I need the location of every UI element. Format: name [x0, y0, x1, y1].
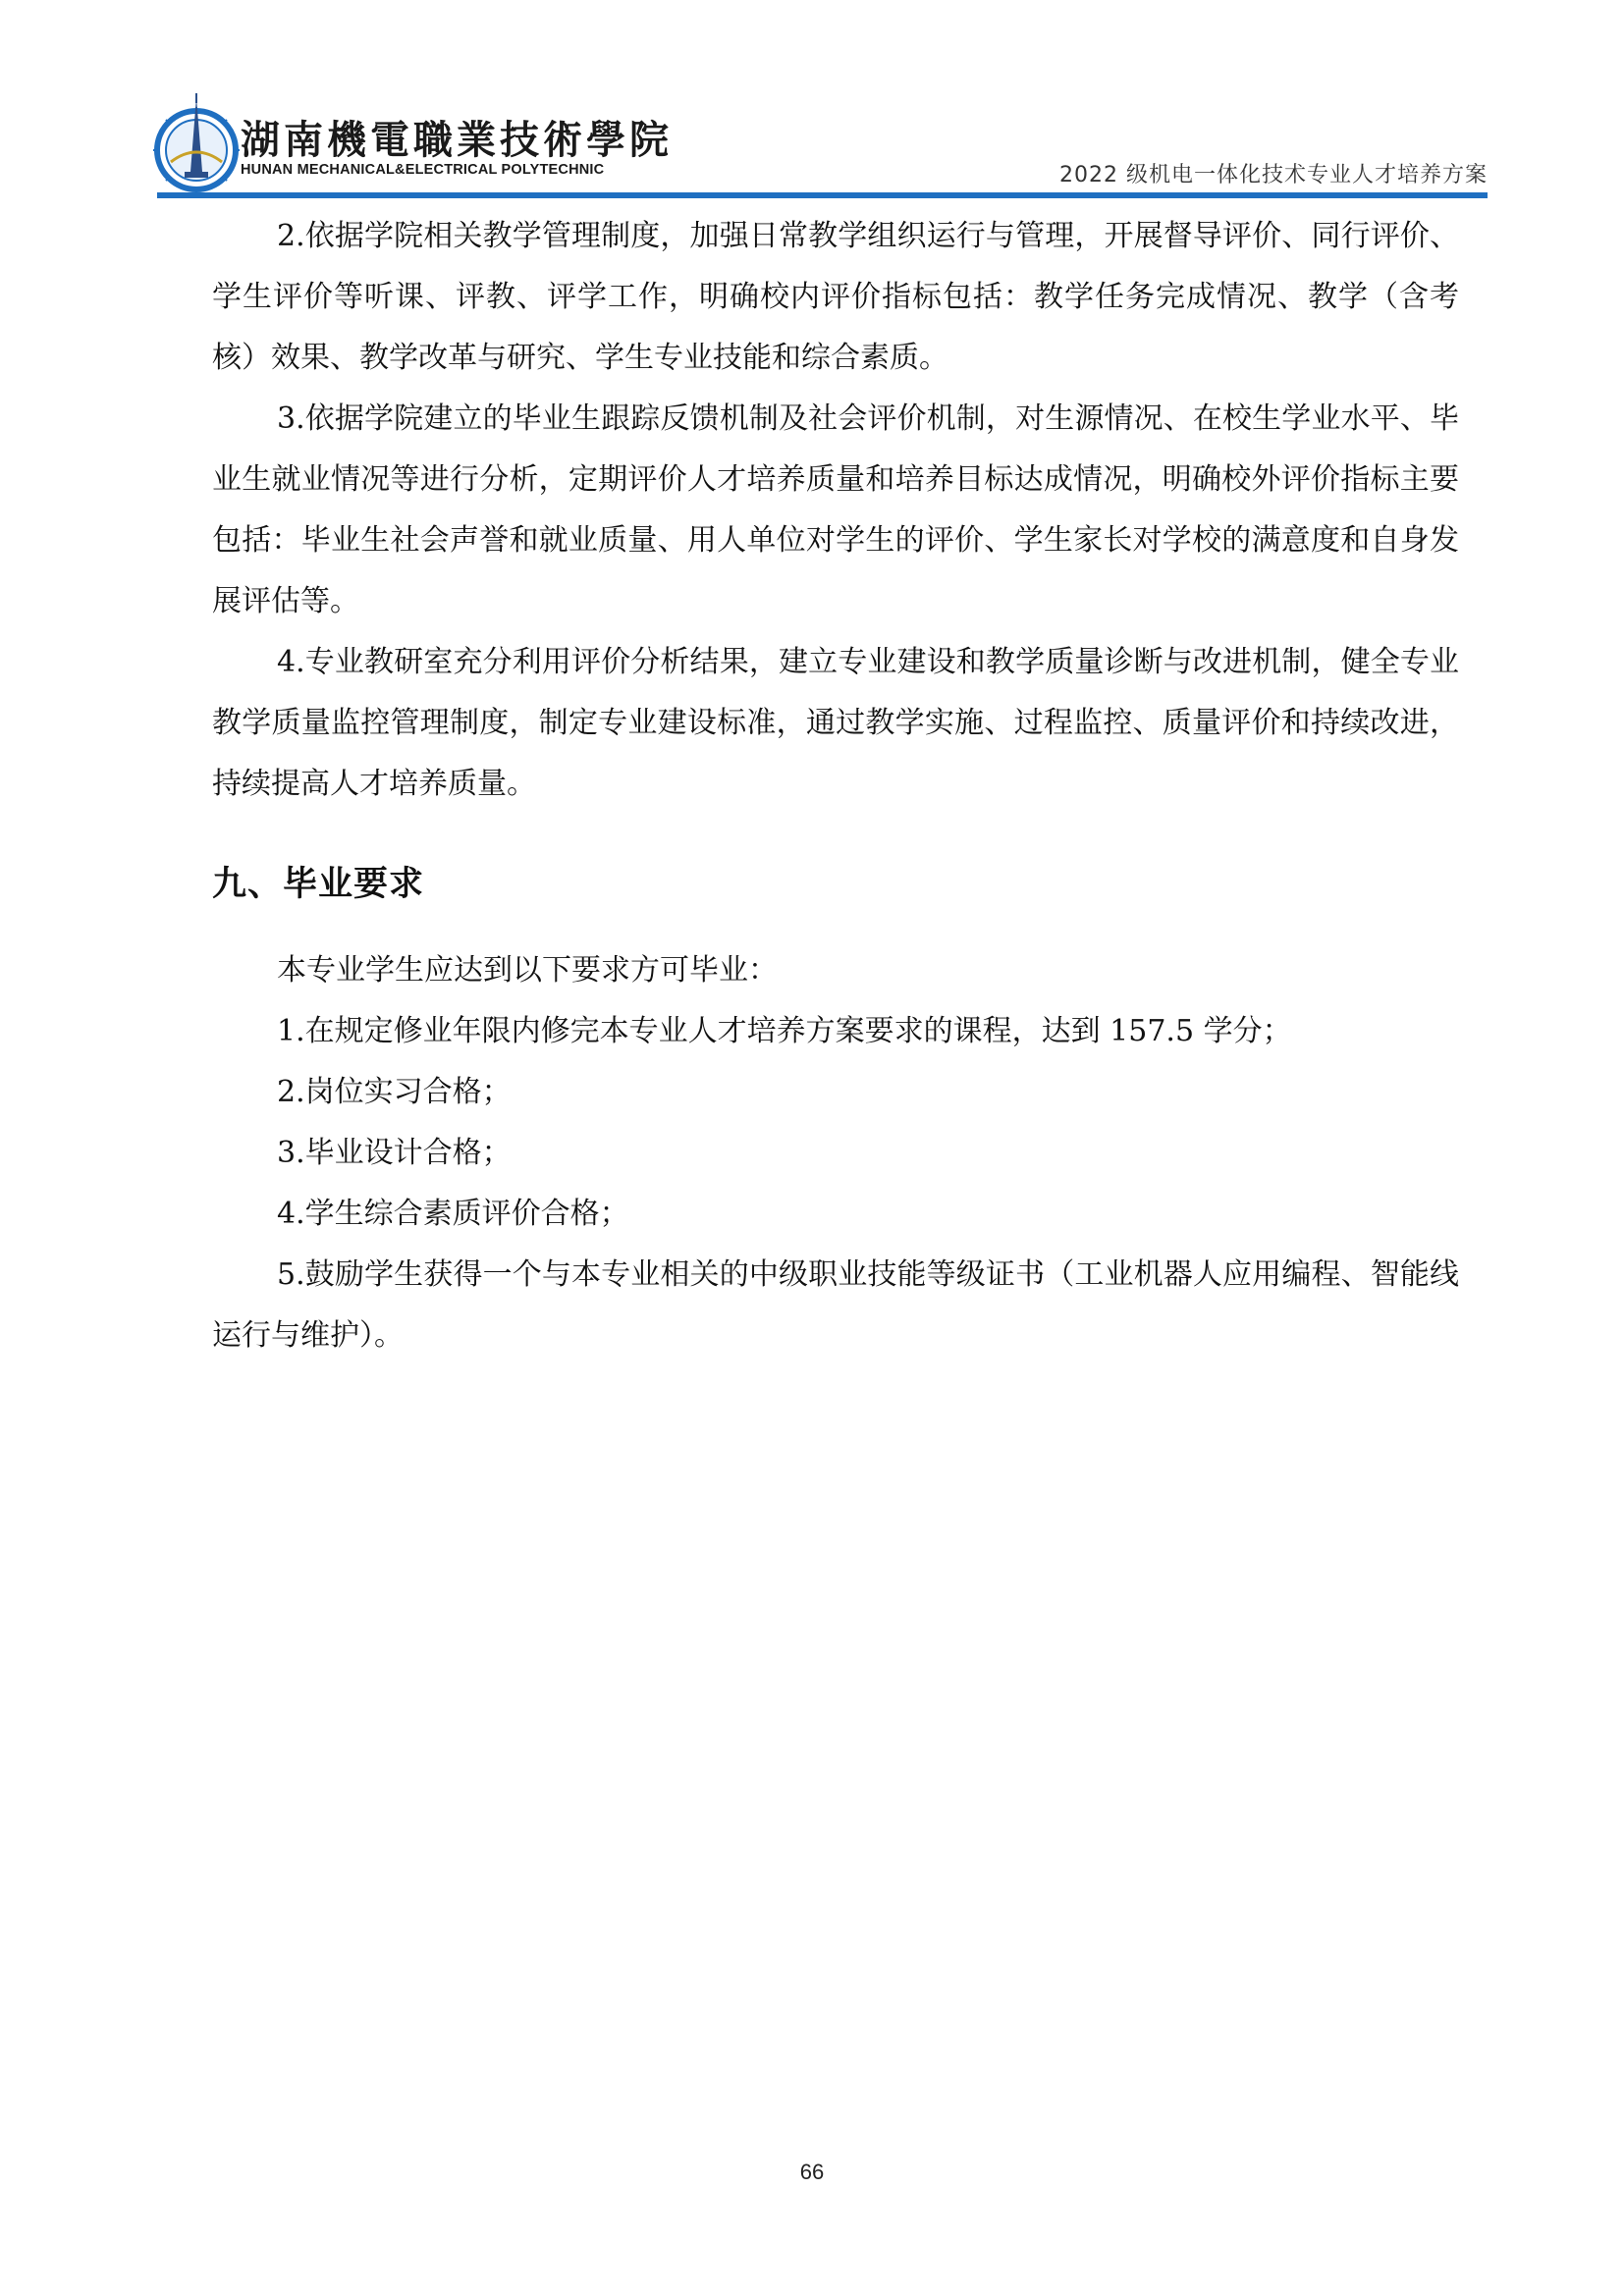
- list-item: 4.学生综合素质评价合格；: [277, 1197, 629, 1231]
- list-item: 2.岗位实习合格；: [277, 1075, 512, 1109]
- document-title: 2022 级机电一体化技术专业人才培养方案: [1059, 163, 1488, 187]
- paragraph: 4.专业教研室充分利用评价分析结果，建立专业建设和教学质量诊断与改进机制，健全专业教学质量监控管理制度，制定专业建设标准，通过教学实施、过程监控、质量评价和持续改进，持续提高人才培养质量。: [212, 645, 1459, 801]
- school-name-cn: 湖南機電職業技術學院: [241, 117, 673, 163]
- list-item: 1.在规定修业年限内修完本专业人才培养方案要求的课程，达到 157.5 学分；: [277, 1014, 1292, 1048]
- paragraph: 本专业学生应达到以下要求方可毕业：: [277, 953, 778, 988]
- header-divider: [157, 192, 1488, 198]
- list-item: 5.鼓励学生获得一个与本专业相关的中级职业技能等级证书（工业机器人应用编程、智能线运行与维护）。: [212, 1257, 1459, 1353]
- list-item: 3.毕业设计合格；: [277, 1136, 512, 1170]
- paragraph: 2.依据学院相关教学管理制度，加强日常教学组织运行与管理，开展督导评价、同行评价、学生评价等听课、评教、评学工作，明确校内评价指标包括：教学任务完成情况、教学（含考核）效果、教学改革与研究、学生专业技能和综合素质。: [212, 219, 1459, 375]
- school-name-block: [241, 119, 751, 178]
- paragraph: 3.依据学院建立的毕业生跟踪反馈机制及社会评价机制，对生源情况、在校生学业水平、毕业生就业情况等进行分析，定期评价人才培养质量和培养目标达成情况，明确校外评价指标主要包括：毕业生社会声誉和就业质量、用人单位对学生的评价、学生家长对学校的满意度和自身发展评估等。: [212, 401, 1459, 618]
- page-number: 66: [799, 2160, 825, 2184]
- school-name-en: HUNAN MECHANICAL&ELECTRICAL POLYTECHNIC: [241, 162, 605, 178]
- page-header: [147, 93, 1488, 201]
- section-heading: 九、毕业要求: [212, 865, 425, 904]
- page-content: [212, 206, 1459, 1366]
